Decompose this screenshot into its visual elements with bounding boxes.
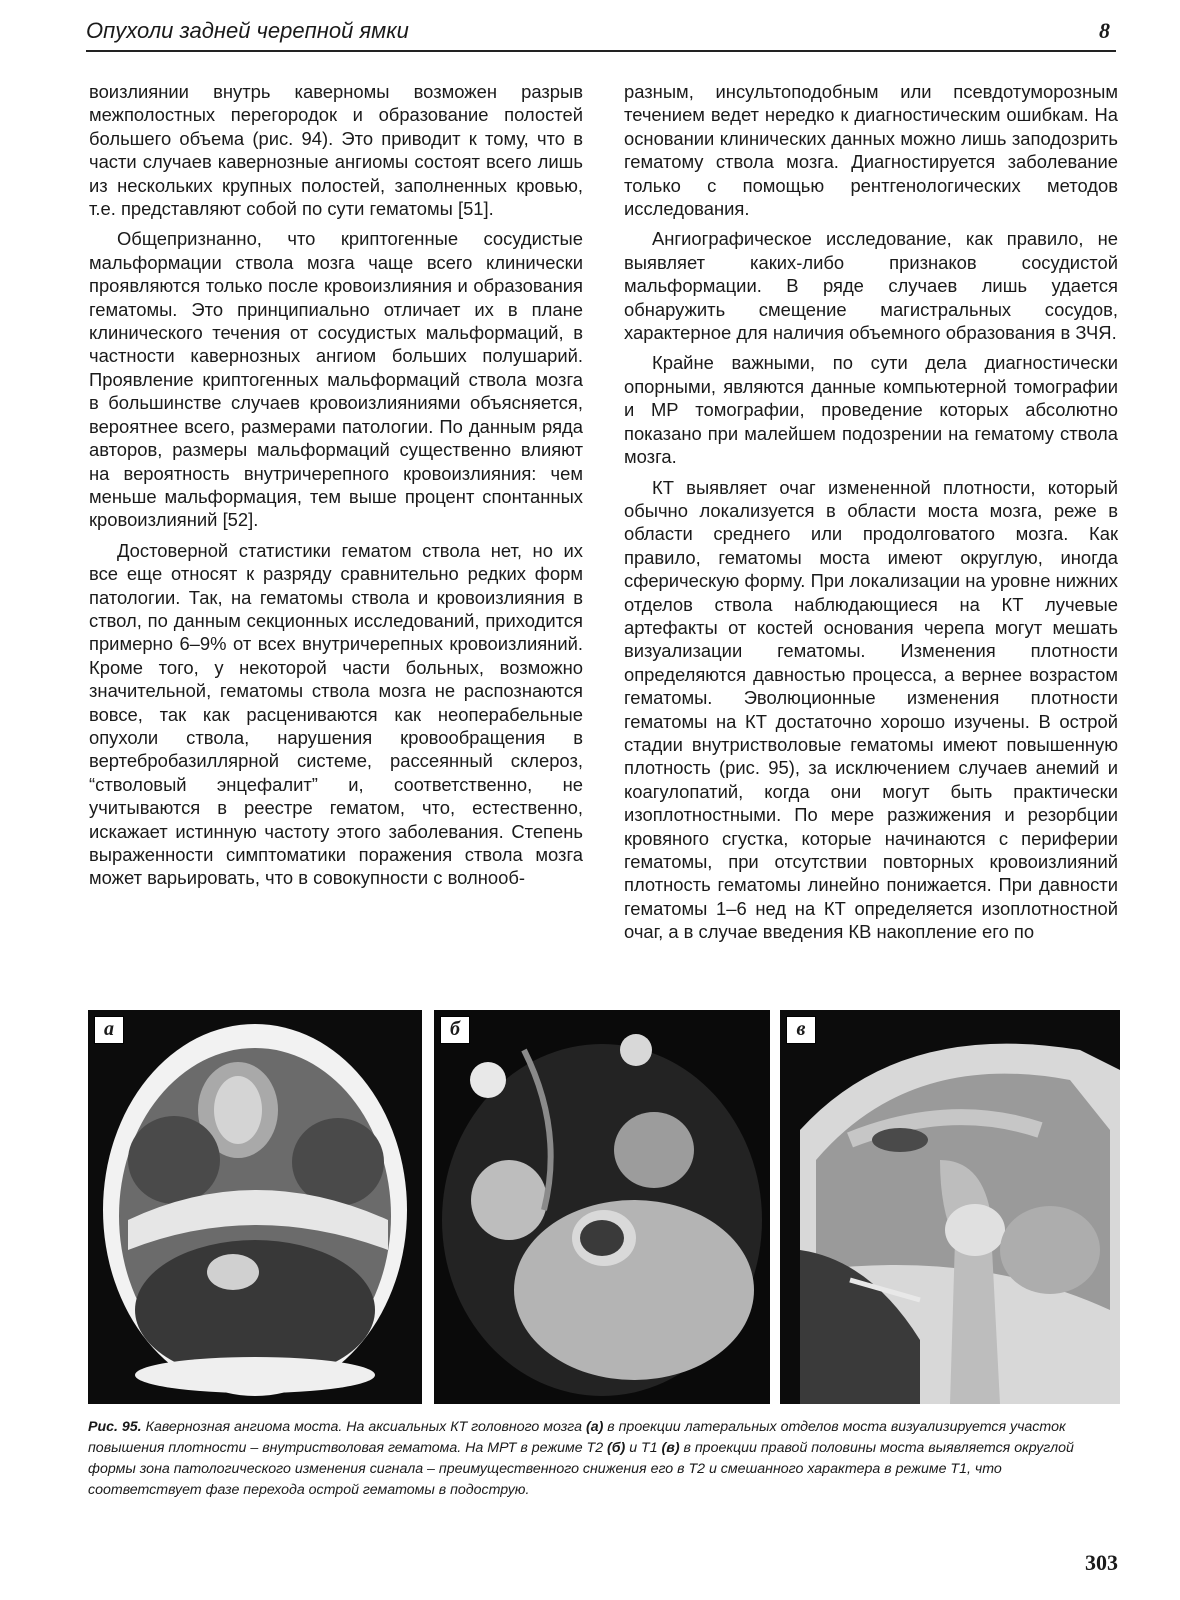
running-title: Опухоли задней черепной ямки [86,18,409,43]
caption-ref-a: (а) [585,1419,604,1435]
figure-95 [88,1010,1120,1404]
page-number: 303 [1085,1550,1118,1575]
paragraph: Общепризнанно, что криптогенные сосудистые мальформации ствола мозга чаще всего клинически проявляются только после кровоизлияния и образования гематомы. Это принципиально отличает их в плане клинического течения от сосудистых мальформаций, в частности кавернозных ангиом больших полушарий. Проявление криптогенных мальформаций ствола мозга в большинстве случаев кровоизлияниями объясняется, вероятнее всего, размерами патологии. По данным ряда авторов, размеры мальформаций существенно влияют на вероятность внутричерепного кровоизлияния: чем меньше мальформация, тем выше процент спонтанных кровоизлияний [52]. [89,228,583,531]
paragraph: КТ выявляет очаг измененной плотности, который обычно локализуется в области моста мозга, реже в области среднего или продолговатого мозга. Как правило, гематомы моста имеют округлую, иногда сферическую форму. При локализации на уровне нижних отделов ствола наблюдающиеся на КТ лучевые артефакты от костей основания черепа могут мешать визуализации гематомы. Изменения плотности определяются давностью процесса, а вернее возрастом гематомы. Эволюционные изменения плотности гематомы на КТ достаточно хорошо изучены. В острой стадии внутристволовые гематомы имеют повышенную плотность (рис. 95), за исключением случаев анемий и коагулопатий, когда они могут быть практически изоплотностными. По мере разжижения и резорбции кровяного сгустка, которые начинаются с периферии гематомы, при отсутствии повторных кровоизлияний плотность гематомы линейно понижается. При давности гематомы 1–6 нед на КТ определяется изоплотностной очаг, а в случае введения КВ накопление его по [624,476,1118,943]
caption-ref-c: (в) [661,1440,680,1456]
panel-label-b: б [440,1016,470,1044]
paragraph: Достоверной статистики гематом ствола нет, но их все еще относят к разряду сравнительно редких форм патологии. Так, на гематомы ствола и кровоизлияния в ствол, по данным секционных исследований, приходится примерно 6–9% от всех внутричерепных кровоизлияний. Кроме того, у некоторой части больных, возможно значительной, гематомы ствола мозга не распознаются вовсе, так как расцениваются как неоперабельные опухоли ствола, нарушения кровообращения в вертебробазиллярной системе, рассеянный склероз, “стволовый энцефалит” и, соответственно, не учитываются в реестре гематом, что, естественно, искажает истинную частоту этого заболевания. Степень выраженности симптоматики поражения ствола мозга может варьировать, что в совокупности с волнооб- [89,539,583,889]
left-column [89,80,583,890]
caption-text: в проекции латеральных отделов моста визуализируется участок повышения плотности – внутристволовая гематома. На МРТ в режиме Т2 [88,1419,1066,1456]
paragraph: разным, инсультоподобным или псевдотуморозным течением ведет нередко к диагностическим ошибкам. На основании клинических данных можно лишь заподозрить гематому ствола мозга. Диагностируется заболевание только с помощью рентгенологических методов исследования. [624,81,1118,220]
ct-axial-image [88,1010,422,1404]
panel-label-a: а [94,1016,124,1044]
right-column [624,80,1118,944]
paragraph: воизлиянии внутрь каверномы возможен разрыв межполостных перегородок и образование полостей большего объема (рис. 94). Это приводит к тому, что в части случаев кавернозные ангиомы состоят всего лишь из нескольких крупных полостей, заполненных кровью, т.е. представляют собой по сути гематомы [51]. [89,81,583,220]
caption-text: Кавернозная ангиома моста. На аксиальных КТ головного мозга [141,1419,586,1435]
figure-caption [88,1417,1118,1501]
mri-t2-axial-image [434,1010,770,1404]
mri-t1-sagittal-image [780,1010,1120,1404]
chapter-number: 8 [1099,18,1110,43]
paragraph: Крайне важными, по сути дела диагностически опорными, являются данные компьютерной томографии и МР томографии, проведение которых абсолютно показано при малейшем подозрении на гематому ствола мозга. [624,352,1118,468]
panel-label-c: в [786,1016,816,1044]
caption-figure-number: Рис. 95. [88,1419,142,1435]
running-header [86,16,1116,52]
caption-text: и Т1 [625,1440,662,1456]
caption-ref-b: (б) [607,1440,626,1456]
caption-text: в проекции правой половины моста выявляется округлой формы зона патологического изменения сигнала – преимущественного снижения его в Т2 и смешанного характера в режиме Т1, что соответствует фазе перехода острой гематомы в подострую. [88,1440,1074,1498]
paragraph: Ангиографическое исследование, как правило, не выявляет каких-либо признаков сосудистой мальформации. В ряде случаев лишь удается обнаружить смещение магистральных сосудов, характерное для наличия объемного образования в ЗЧЯ. [624,228,1118,344]
